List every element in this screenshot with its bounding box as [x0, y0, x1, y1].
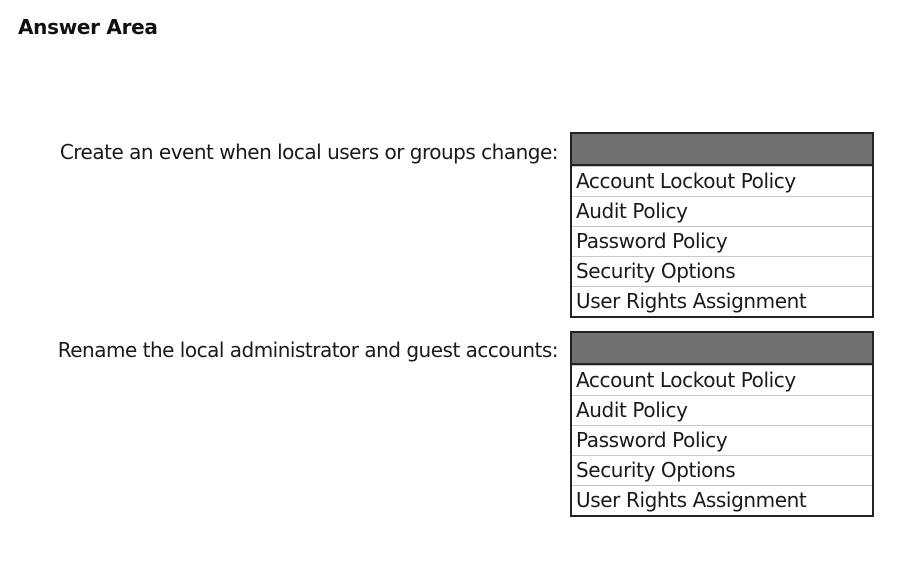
- question-1-option-security-options[interactable]: Security Options: [572, 256, 872, 286]
- question-2-option-password-policy[interactable]: Password Policy: [572, 425, 872, 455]
- question-1-option-user-rights-assignment[interactable]: User Rights Assignment: [572, 286, 872, 316]
- question-1-prompt: Create an event when local users or groups change:: [59, 140, 558, 164]
- question-1-selected-answer-slot[interactable]: [572, 134, 872, 166]
- question-1-option-audit-policy[interactable]: Audit Policy: [572, 196, 872, 226]
- question-2-option-audit-policy[interactable]: Audit Policy: [572, 395, 872, 425]
- question-2-selected-answer-slot[interactable]: [572, 333, 872, 365]
- question-1-option-account-lockout-policy[interactable]: Account Lockout Policy: [572, 166, 872, 196]
- question-1-option-password-policy[interactable]: Password Policy: [572, 226, 872, 256]
- answer-area-title: Answer Area: [18, 15, 158, 39]
- question-2-answer-dropdown[interactable]: [570, 331, 874, 517]
- question-2-option-account-lockout-policy[interactable]: Account Lockout Policy: [572, 365, 872, 395]
- question-2-option-security-options[interactable]: Security Options: [572, 455, 872, 485]
- question-2-option-user-rights-assignment[interactable]: User Rights Assignment: [572, 485, 872, 515]
- question-1-answer-dropdown[interactable]: [570, 132, 874, 318]
- question-2-prompt: Rename the local administrator and guest accounts:: [57, 338, 558, 362]
